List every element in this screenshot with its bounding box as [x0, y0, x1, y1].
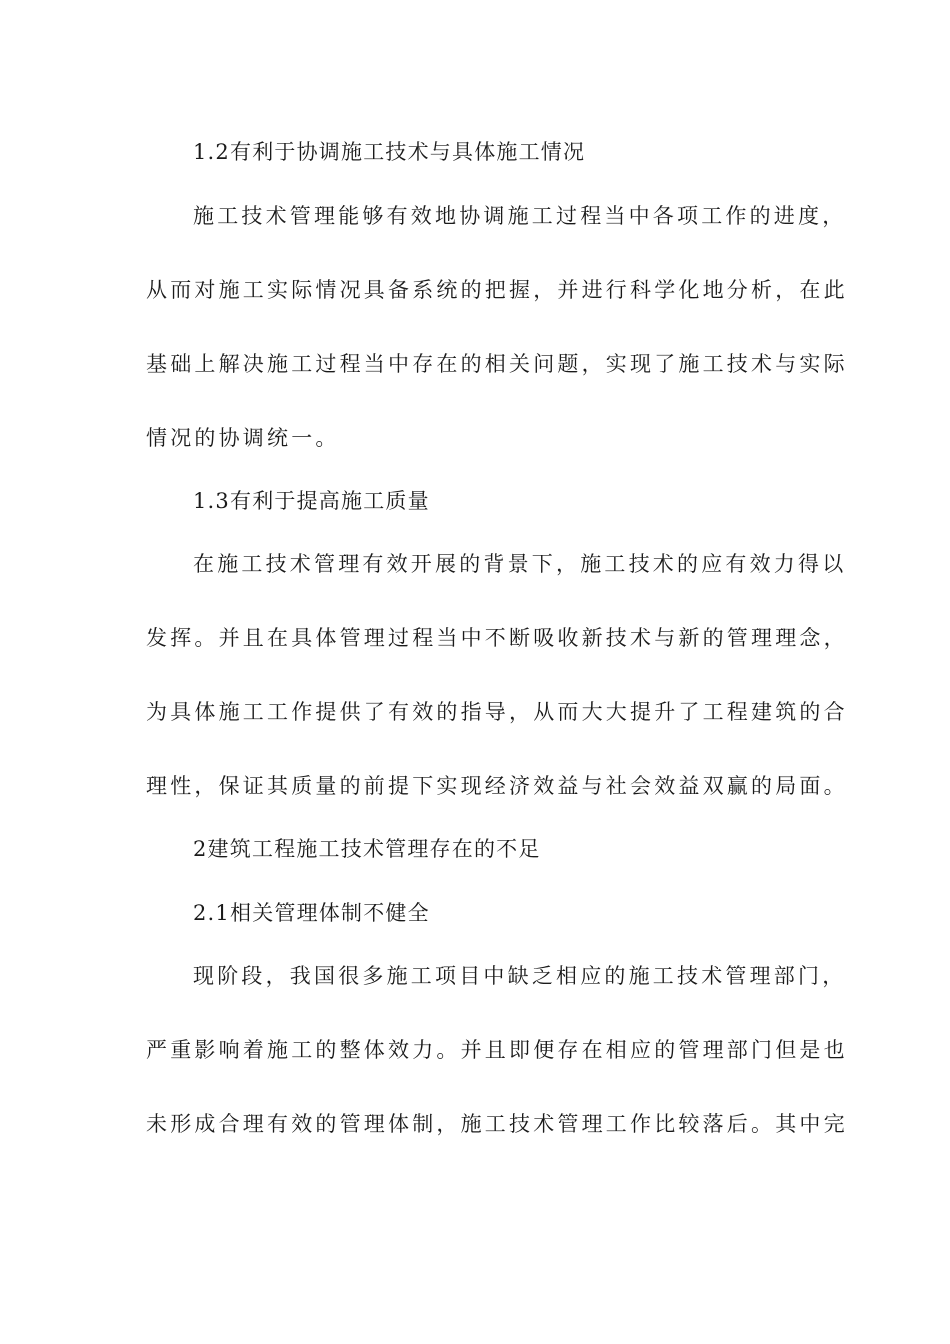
section-heading-1-2: 1.2有利于协调施工技术与具体施工情况 [193, 140, 586, 164]
paragraph-line: 施工技术管理能够有效地协调施工过程当中各项工作的进度， [193, 204, 847, 228]
section-heading-1-3: 1.3有利于提高施工质量 [193, 489, 430, 513]
section-heading-2: 2建筑工程施工技术管理存在的不足 [193, 837, 541, 861]
paragraph-line: 从而对施工实际情况具备系统的把握，并进行科学化地分析，在此 [146, 278, 848, 302]
paragraph-line: 情况的协调统一。 [146, 426, 340, 450]
paragraph-line: 严重影响着施工的整体效力。并且即便存在相应的管理部门但是也 [146, 1038, 848, 1062]
paragraph-line: 在施工技术管理有效开展的背景下，施工技术的应有效力得以 [193, 552, 847, 576]
paragraph-line: 发挥。并且在具体管理过程当中不断吸收新技术与新的管理理念， [146, 626, 848, 650]
paragraph-line: 未形成合理有效的管理体制，施工技术管理工作比较落后。其中完 [146, 1112, 848, 1136]
paragraph-line: 理性，保证其质量的前提下实现经济效益与社会效益双赢的局面。 [146, 774, 848, 798]
paragraph-line: 现阶段，我国很多施工项目中缺乏相应的施工技术管理部门， [193, 964, 847, 988]
paragraph-line: 为具体施工工作提供了有效的指导，从而大大提升了工程建筑的合 [146, 700, 848, 724]
paragraph-line: 基础上解决施工过程当中存在的相关问题，实现了施工技术与实际 [146, 352, 848, 376]
section-heading-2-1: 2.1相关管理体制不健全 [193, 901, 430, 925]
